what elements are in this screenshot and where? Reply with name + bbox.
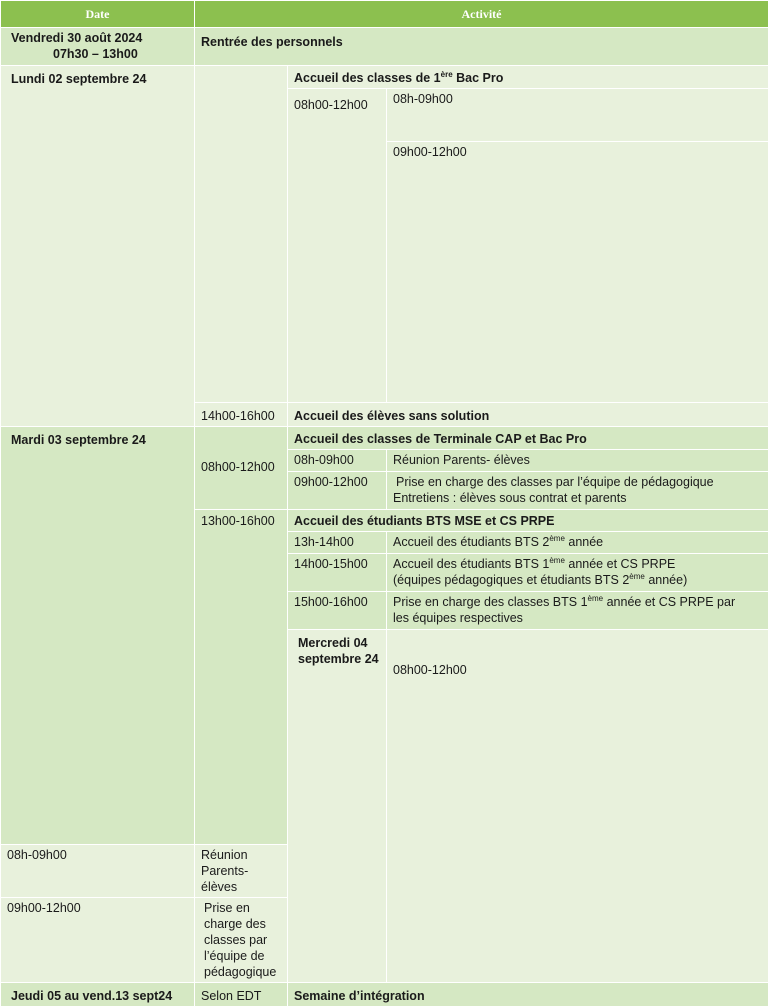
time-slot: 08h00-12h00 [195,427,288,510]
time-slot: 08h00-12h00 [288,89,387,403]
time-slot: 14h00-16h00 [195,403,288,427]
activity-cell: Rentrée des personnels [195,28,768,66]
sub-time: 09h00-12h00 [288,472,387,510]
sub-time: 14h00-15h00 [288,554,387,592]
date-cell: Lundi 02 septembre 24 [1,66,195,427]
sub-time: 09h00-12h00 [1,898,195,983]
sub-activity: Prise en charge des classes par l’équipe de pédagogique Entretiens : élèves sous contrat et parents [387,472,768,510]
sub-activity: Réunion Parents- élèves [387,450,768,472]
sub-activity: Accueil des étudiants BTS 1ème année et CS PRPE (équipes pédagogiques et étudiants BTS 2ème année) [387,554,768,592]
sub-time: 15h00-16h00 [288,592,387,630]
date-cell: Mardi 03 septembre 24 [1,427,195,845]
sub-activity: Réunion Parents- élèves [195,845,288,898]
sub-time: 08h-09h00 [1,845,195,898]
sub-activity: Prise en charge des classes par l’équipe de pédagogique [195,898,288,983]
time-slot: 08h00-12h00 [387,630,768,983]
activity-title: Accueil des classes de 1ère Bac Pro [288,66,768,89]
time-slot: 13h00-16h00 [195,510,288,845]
header-activity: Activité [195,1,768,28]
date-cell: Mercredi 04 septembre 24 [288,630,387,983]
activity-title: Accueil des classes de Terminale CAP et Bac Pro [288,427,768,450]
date-cell: Jeudi 05 au vend.13 sept24 [1,983,195,1007]
sub-time: 09h00-12h00 [387,142,768,403]
activity-title: Semaine d’intégration [288,983,768,1007]
sub-time: 08h-09h00 [387,89,768,142]
time-slot: Selon EDT [195,983,288,1007]
sub-time: 08h-09h00 [288,450,387,472]
header-date: Date [1,1,195,28]
sub-time: 13h-14h00 [288,532,387,554]
sub-activity: Prise en charge des classes BTS 1ème année et CS PRPE par les équipes respectives [387,592,768,630]
sub-activity: Accueil des étudiants BTS 2ème année [387,532,768,554]
date-cell: Vendredi 30 août 2024 07h30 – 13h00 [1,28,195,66]
activity-title: Accueil des élèves sans solution [288,403,768,427]
activity-title: Accueil des étudiants BTS MSE et CS PRPE [288,510,768,532]
